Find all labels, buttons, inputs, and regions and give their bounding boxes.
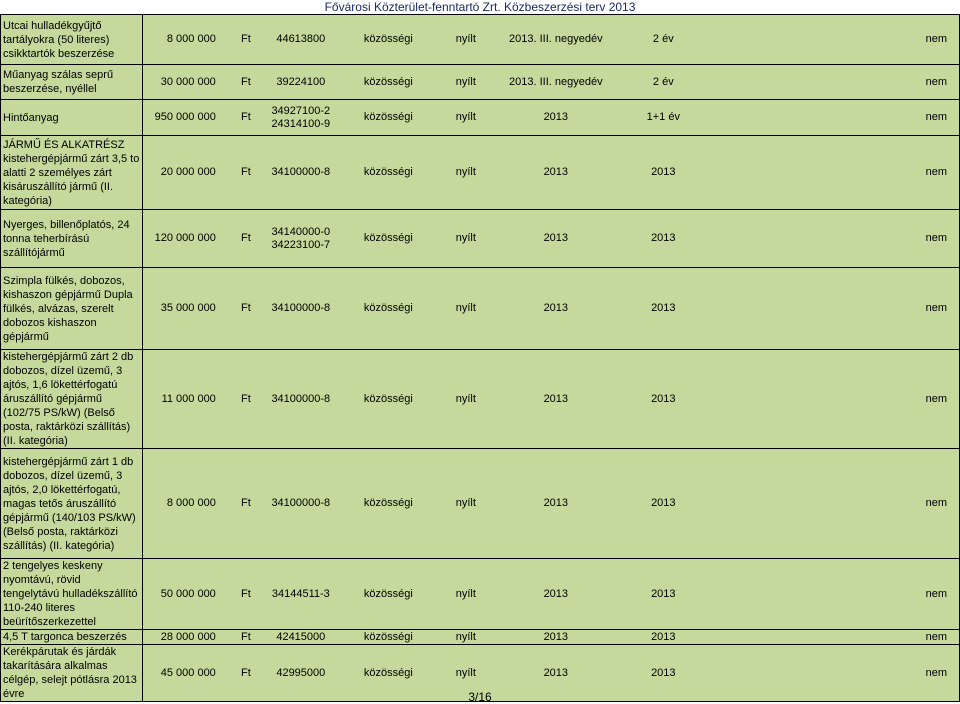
row-values-line: [143, 667, 959, 680]
row-values: [142, 268, 959, 350]
table-row: [1, 559, 960, 630]
start-date: 2013: [543, 587, 569, 600]
cpv-code: 34144511-3: [271, 587, 330, 600]
procedure-kind: nyílt: [455, 392, 476, 405]
cpv-code: 42995000: [276, 666, 326, 679]
currency: Ft: [241, 111, 251, 123]
row-values-line: [143, 226, 959, 252]
amount: 8 000 000: [166, 33, 216, 45]
procedure-type: közösségi: [363, 75, 413, 88]
procurement-grid: [0, 14, 960, 702]
item-description: Nyerges, billenőplatós, 24 tonna teherbírású szállítójármű: [1, 210, 143, 268]
start-date: 2013: [543, 232, 569, 244]
item-description: Kerékpárutak és járdák takarítására alkalmas célgép, selejt pótlásra 2013 évre: [1, 645, 143, 702]
flag-value: nem: [925, 302, 947, 314]
duration: 2013: [651, 666, 676, 679]
procedure-kind: nyílt: [455, 666, 476, 679]
flag-value: nem: [925, 497, 947, 509]
item-description: kistehergépjármű zárt 2 db dobozos, dízel üzemű, 3 ajtós, 1,6 lökettérfogatú áruszállító gépjármű (102/75 PS/kW) (Belső posta, raktárközi szállítás) (II. kategória): [1, 350, 143, 449]
item-description: JÁRMŰ ÉS ALKATRÉSZ kistehergépjármű zárt 3,5 to alatti 2 személyes zárt kisáruszállító jármű (II. kategória): [1, 136, 143, 210]
row-values: [142, 100, 959, 136]
start-date: 2013: [543, 497, 569, 509]
procedure-kind: nyílt: [455, 630, 476, 643]
cpv-code: 44613800: [276, 33, 326, 45]
flag-value: nem: [925, 75, 947, 88]
table-row: [1, 210, 960, 268]
cpv-code: 39224100: [276, 75, 326, 88]
table-row: [1, 65, 960, 100]
flag-value: nem: [925, 630, 947, 643]
amount: 950 000 000: [154, 111, 216, 123]
table-row: [1, 136, 960, 210]
amount: 20 000 000: [160, 166, 216, 178]
start-date: 2013: [543, 111, 569, 123]
item-description: Utcai hulladékgyűjtő tartályokra (50 literes) csikktartók beszerzése: [1, 15, 143, 65]
row-values-line: [143, 166, 959, 179]
duration: 2013: [651, 497, 676, 509]
flag-value: nem: [925, 666, 947, 679]
table-row: [1, 630, 960, 645]
start-date: 2013: [543, 666, 569, 679]
row-values: [142, 65, 959, 100]
procedure-type: közösségi: [363, 166, 413, 178]
amount: 11 000 000: [161, 392, 216, 405]
table-row: [1, 15, 960, 65]
flag-value: nem: [925, 33, 947, 45]
item-description: Hintőanyag: [1, 100, 143, 136]
flag-value: nem: [925, 111, 947, 123]
amount: 35 000 000: [160, 302, 216, 314]
cpv-code: 34100000-8: [271, 497, 331, 509]
amount: 120 000 000: [154, 232, 216, 244]
row-values: [142, 136, 959, 210]
cpv-code: 34100000-8: [271, 166, 331, 178]
procedure-kind: nyílt: [455, 302, 476, 314]
start-date: 2013: [543, 630, 569, 643]
row-values-line: [143, 105, 959, 131]
amount: 8 000 000: [166, 497, 216, 509]
cpv-code: 34100000-8: [271, 302, 331, 314]
duration: 2013: [651, 587, 676, 600]
procedure-type: közösségi: [363, 111, 413, 123]
row-values: [142, 350, 959, 449]
procedure-type: közösségi: [363, 392, 413, 405]
cpv-code: 34927100-2 24314100-9: [271, 104, 331, 130]
currency: Ft: [241, 497, 251, 509]
procedure-type: közösségi: [363, 497, 413, 509]
duration: 2013: [651, 302, 676, 314]
cpv-code: 34140000-0 34223100-7: [271, 225, 331, 251]
cpv-code: 34100000-8: [271, 392, 331, 405]
currency: Ft: [241, 392, 251, 405]
start-date: 2013: [543, 392, 569, 405]
row-values: [142, 559, 959, 630]
currency: Ft: [241, 232, 251, 244]
row-values-line: [143, 631, 959, 644]
currency: Ft: [241, 630, 251, 643]
item-description: 4,5 T targonca beszerzés: [1, 630, 143, 645]
page-header: [0, 0, 960, 15]
row-values-line: [143, 497, 959, 510]
item-description: Szimpla fülkés, dobozos, kishaszon gépjármű Dupla fülkés, alvázas, szerelt dobozos kishaszon gépjármű: [1, 268, 143, 350]
procedure-kind: nyílt: [455, 497, 476, 509]
flag-value: nem: [925, 392, 947, 405]
procedure-kind: nyílt: [455, 232, 476, 244]
procedure-kind: nyílt: [455, 111, 476, 123]
currency: Ft: [241, 587, 251, 600]
amount: 28 000 000: [160, 630, 216, 643]
start-date: 2013: [543, 166, 569, 178]
duration: 2013: [651, 232, 676, 244]
row-values: [142, 630, 959, 645]
amount: 45 000 000: [160, 666, 216, 679]
procedure-kind: nyílt: [455, 166, 476, 178]
procedure-kind: nyílt: [455, 75, 476, 88]
procedure-type: közösségi: [363, 630, 413, 643]
cpv-code: 42415000: [276, 630, 326, 643]
procedure-type: közösségi: [363, 666, 413, 679]
amount: 30 000 000: [160, 75, 216, 88]
row-values-line: [143, 33, 959, 46]
flag-value: nem: [925, 166, 947, 178]
flag-value: nem: [925, 232, 947, 244]
procedure-kind: nyílt: [455, 33, 476, 45]
duration: 2013: [651, 392, 676, 405]
duration: 2 év: [652, 33, 674, 45]
row-values-line: [143, 302, 959, 315]
table-row: [1, 268, 960, 350]
procedure-type: közösségi: [363, 33, 413, 45]
item-description: 2 tengelyes keskeny nyomtávú, rövid tengelytávú hulladékszállító 110-240 literes beürítőszerkezettel: [1, 559, 143, 630]
duration: 2013: [651, 166, 676, 178]
item-description: Műanyag szálas seprű beszerzése, nyéllel: [1, 65, 143, 100]
item-description: kistehergépjármű zárt 1 db dobozos, dízel üzemű, 3 ajtós, 2,0 lökettérfogatú, magas tetős áruszállító gépjármű (140/103 PS/kW) (Belső posta, raktárközi szállítás) (II. kategória): [1, 449, 143, 559]
row-values: [142, 15, 959, 65]
table-row: [1, 449, 960, 559]
procedure-kind: nyílt: [455, 587, 476, 600]
row-values-line: [143, 588, 959, 601]
row-values: [142, 449, 959, 559]
page-number: 3/16: [468, 690, 492, 704]
procedure-type: közösségi: [363, 232, 413, 244]
table-row: [1, 100, 960, 136]
currency: Ft: [241, 75, 251, 88]
table-row: [1, 350, 960, 449]
currency: Ft: [241, 302, 251, 314]
row-values-line: [143, 76, 959, 89]
start-date: 2013: [543, 302, 569, 314]
currency: Ft: [241, 166, 251, 178]
row-values-line: [143, 393, 959, 406]
start-date: 2013. III. negyedév: [509, 33, 603, 45]
amount: 50 000 000: [160, 587, 216, 600]
currency: Ft: [241, 33, 251, 45]
flag-value: nem: [925, 587, 947, 600]
row-values: [142, 210, 959, 268]
duration: 1+1 év: [646, 111, 680, 123]
start-date: 2013. III. negyedév: [509, 75, 603, 88]
document-title: Fővárosi Közterület-fenntartó Zrt. Közbeszerzési terv 2013: [324, 0, 636, 14]
duration: 2 év: [652, 75, 674, 88]
duration: 2013: [651, 630, 676, 643]
currency: Ft: [241, 666, 251, 679]
procedure-type: közösségi: [363, 302, 413, 314]
procedure-type: közösségi: [363, 587, 413, 600]
